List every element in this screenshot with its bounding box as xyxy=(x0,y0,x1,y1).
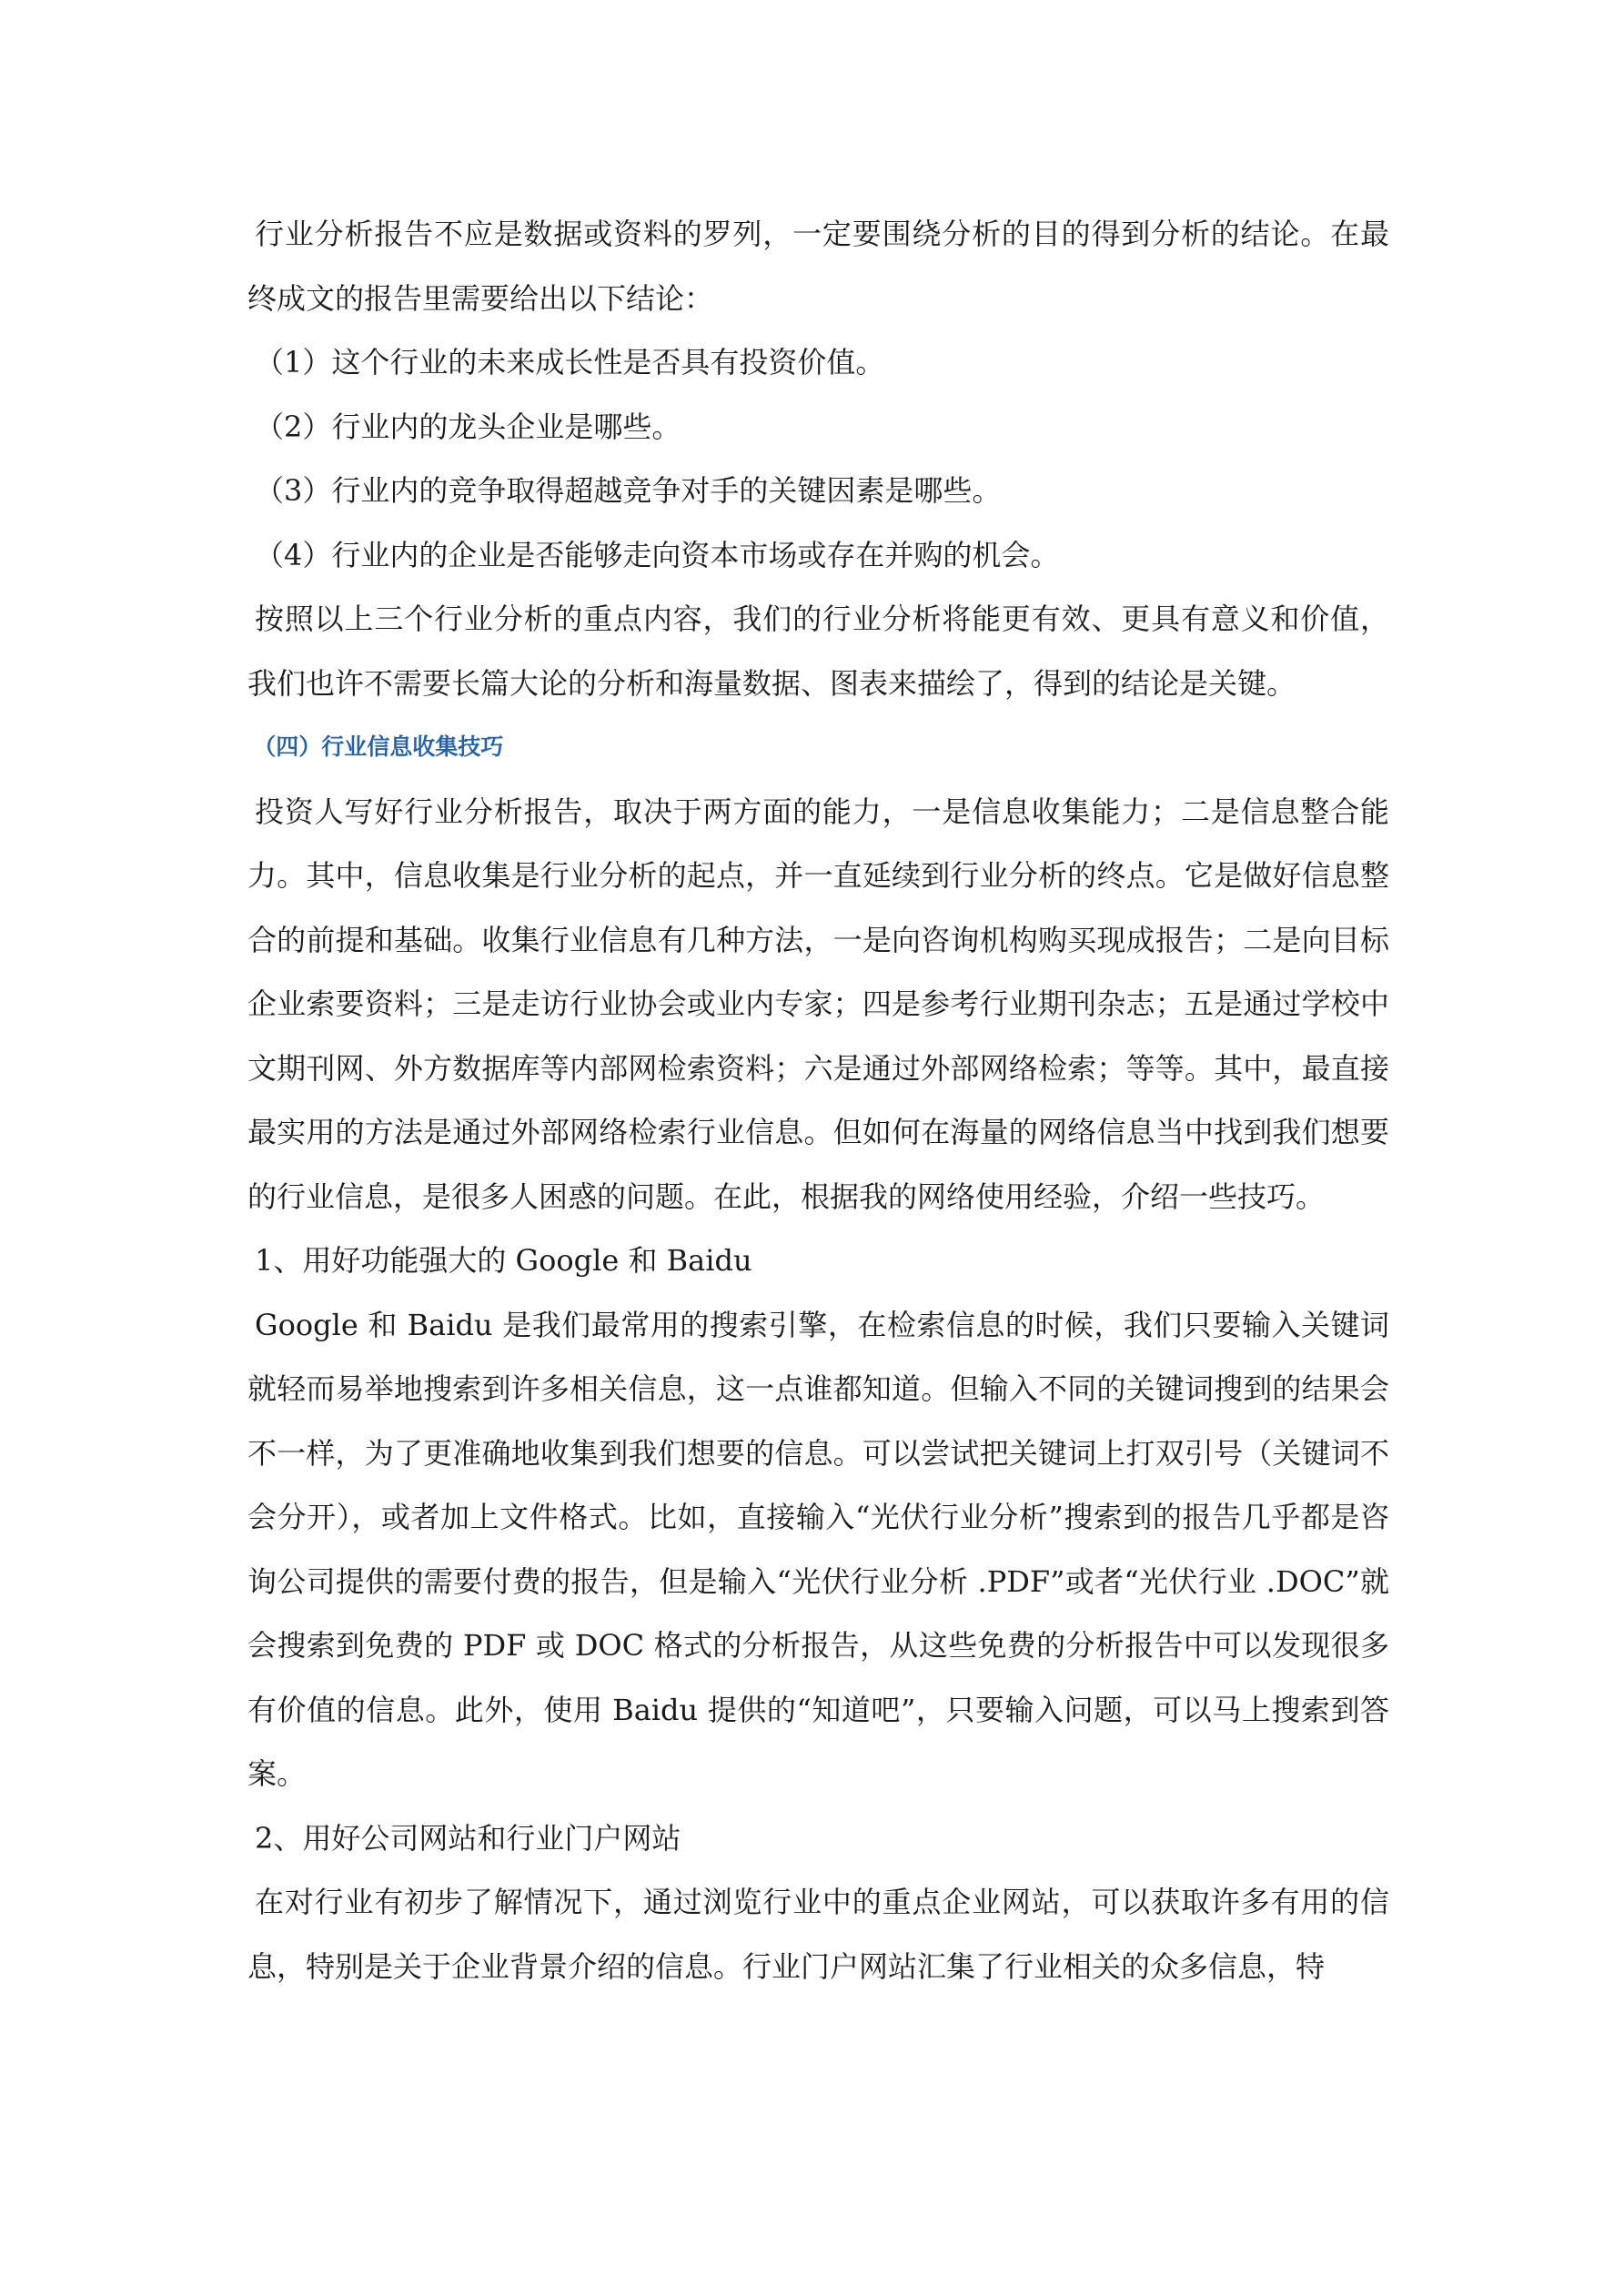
document-body xyxy=(247,202,1389,1998)
paragraph-websites: 在对行业有初步了解情况下，通过浏览行业中的重点企业网站，可以获取许多有用的信息，特别是关于企业背景介绍的信息。行业门户网站汇集了行业相关的众多信息，特 xyxy=(247,1885,1389,1984)
paragraph-intro: 行业分析报告不应是数据或资料的罗列，一定要围绕分析的目的得到分析的结论。在最终成文的报告里需要给出以下结论： xyxy=(247,217,1389,316)
list-item-4: （4）行业内的企业是否能够走向资本市场或存在并购的机会。 xyxy=(255,537,1060,572)
subheading-google-baidu: 1、用好功能强大的 Google 和 Baidu xyxy=(255,1243,752,1278)
list-item-2: （2）行业内的龙头企业是哪些。 xyxy=(255,409,681,444)
paragraph-summary: 按照以上三个行业分析的重点内容，我们的行业分析将能更有效、更具有意义和价值，我们也许不需要长篇大论的分析和海量数据、图表来描绘了，得到的结论是关键。 xyxy=(247,602,1389,701)
list-item-1: （1）这个行业的未来成长性是否具有投资价值。 xyxy=(255,345,885,379)
section-heading-4: （四）行业信息收集技巧 xyxy=(253,733,504,760)
subheading-company-websites: 2、用好公司网站和行业门户网站 xyxy=(255,1820,681,1856)
paragraph-info-collection: 投资人写好行业分析报告，取决于两方面的能力，一是信息收集能力；二是信息整合能力。其中，信息收集是行业分析的起点，并一直延续到行业分析的终点。它是做好信息整合的前提和基础。收集行业信息有几种方法，一是向咨询机构购买现成报告；二是向目标企业索要资料；三是走访行业协会或业内专家；四是参考行业期刊杂志；五是通过学校中文期刊网、外方数据库等内部网检索资料；六是通过外部网络检索；等等。其中，最直接最实用的方法是通过外部网络检索行业信息。但如何在海量的网络信息当中找到我们想要的行业信息，是很多人困惑的问题。在此，根据我的网络使用经验，介绍一些技巧。 xyxy=(247,794,1389,1214)
paragraph-search-engines: Google 和 Baidu 是我们最常用的搜索引擎，在检索信息的时候，我们只要输入关键词就轻而易举地搜索到许多相关信息，这一点谁都知道。但输入不同的关键词搜到的结果会不一样，为了更准确地收集到我们想要的信息。可以尝试把关键词上打双引号（关键词不会分开），或者加上文件格式。比如，直接输入“光伏行业分析”搜索到的报告几乎都是咨询公司提供的需要付费的报告，但是输入“光伏行业分析 .PDF”或者“光伏行业 .DOC”就会搜索到免费的 PDF 或 DOC 格式的分析报告，从这些免费的分析报告中可以发现很多有价值的信息。此外，使用 Baidu 提供的“知道吧”，只要输入问题，可以马上搜索到答案。 xyxy=(247,1307,1389,1791)
list-item-3: （3）行业内的竞争取得超越竞争对手的关键因素是哪些。 xyxy=(255,473,1002,508)
